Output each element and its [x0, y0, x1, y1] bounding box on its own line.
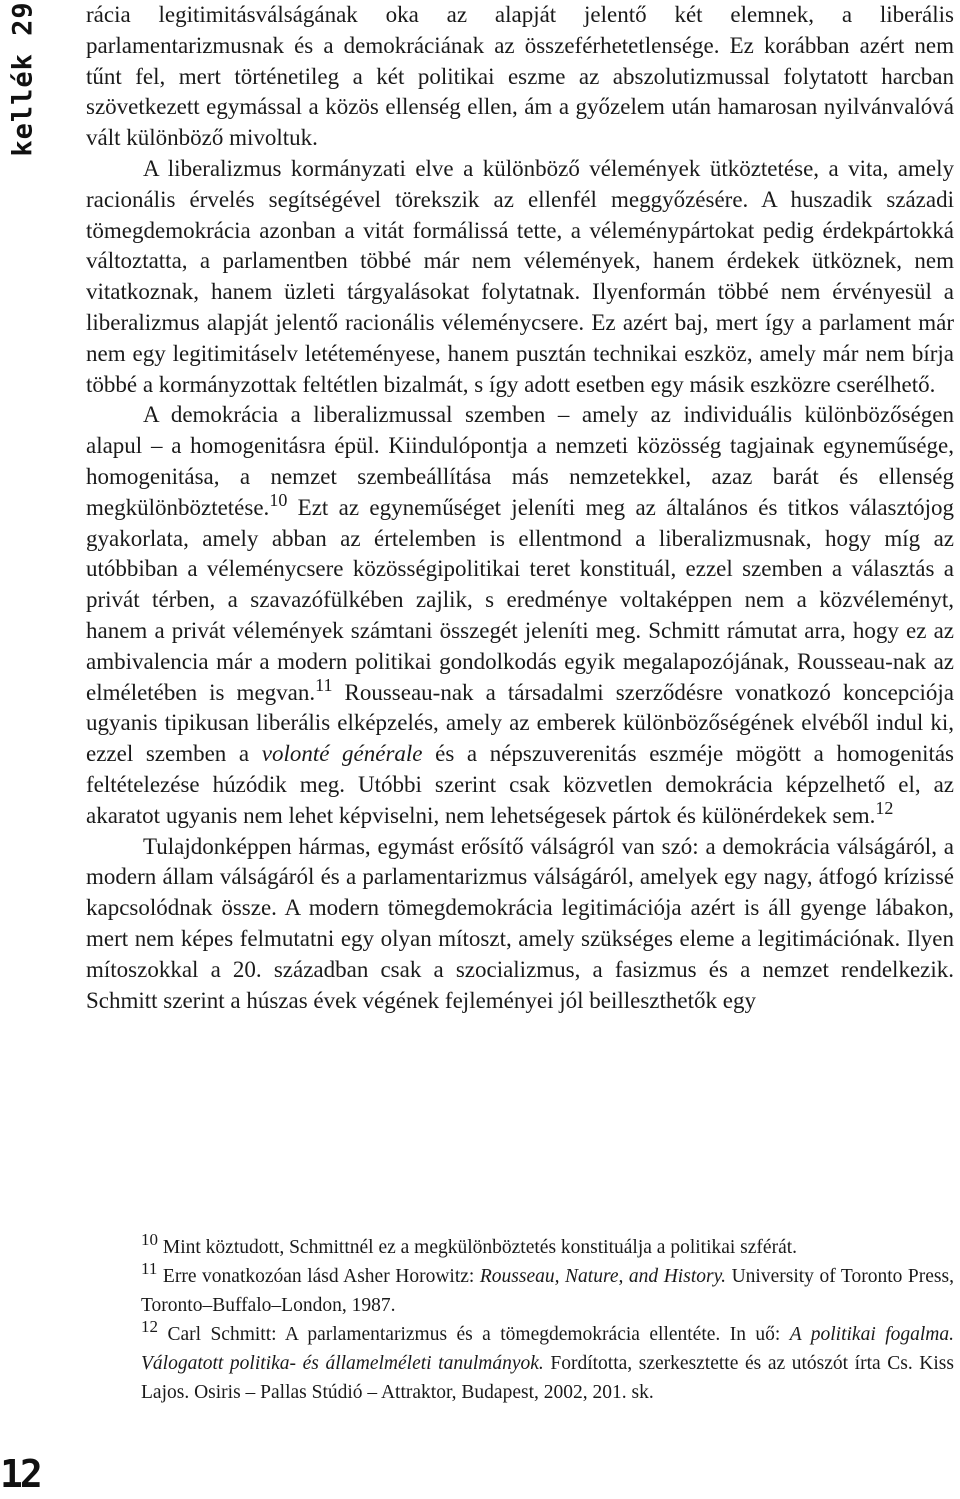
footnote-number: 12 — [141, 1317, 158, 1336]
footnote-number: 11 — [141, 1259, 158, 1278]
footnote-12: $^{12}$ Carl Schmitt: A parlamentarizmus és a tömegdemokrácia ellentéte. In uő: A politikai fogalma. Válogatott politika- és államelméleti tanulmányok. Fordította, szerkesztette és az utószót írta Cs. Kiss Lajos. Osiris – Pallas Stúdió – Attraktor, Budapest, 2002, 201. sk. — [141, 1317, 954, 1403]
footnote-number: 10 — [141, 1230, 158, 1249]
section-label — [0, 1, 46, 157]
footnote-ref-10[interactable]: 10 — [269, 489, 288, 510]
section-label-text: kellék 29 — [7, 1, 39, 157]
footnote-ref-12[interactable]: 12 — [875, 797, 894, 818]
italic-term: volonté générale — [261, 741, 423, 767]
paragraph-2: A liberalizmus kormányzati elve a különböző vélemények ütköztetése, a vita, amely racionális érvelés segítségével törekszik az ellenfél meggyőzésére. A huszadik századi tömegdemokrácia azonban a vitát formálissá tette, a véleménypártokat pedig érdekpártokká változtatta, a parlamentben többé már nem vélemények, hanem érdekek ütköznek, nem vitatkoznak, hanem üzleti tárgyalásokat folytatnak. Ilyenformán többé nem érvényesül a liberalizmus alapját jelentő racionális véleménycsere. Ez azért baj, mert így a parlament már nem egy legitimitáselv letéteményese, hanem pusztán technikai eszköz, amely már nem bírja többé a kormányzottak feltétlen bizalmát, s így adott esetben egy másik eszközre cserélhető. — [86, 155, 954, 397]
paragraph-3: A demokrácia a liberalizmussal szemben – amely az individuális különbözőségen alapul – a homogenitásra épül. Kiindulópontja a nemzeti közösség tagjainak egyneműsége, homogenitása, a nemzet szembeállítása más nemzetekkel, azaz barát és ellenség megkülönböztetése.$^{10}$ Ezt az egyneműséget jeleníti meg az általános és titkos választójog gyakorlata, amely abban az értelemben is ellentmond a liberalizmusnak, hogy míg az utóbbiban a véleménycsere közösségipolitikai teret konstituál, ezzel szemben a választás a privát térben, a szavazófülkében zajlik, s eredménye voltaképpen nem a közvéleményt, hanem a privát vélemények számtani összegét jeleníti meg. Schmitt rámutat arra, hogy ez az ambivalencia már a modern politikai gondolkodás egyik megalapozójának, Rousseau-nak az elméletében is megvan.$^{11}$ Rousseau-nak a társadalmi szerződésre vonatkozó koncepciója ugyanis tipikusan liberális elképzelés, amely az emberek különbözőségének elvéből indul ki, ezzel szemben a volonté générale és a népszuverenitás eszméje mögött a homogenitás feltételezése húzódik meg. Utóbbi szerint csak közvetlen demokrácia képzelhető el, az akaratot ugyanis nem lehet képviselni, nem lehetségesek pártok és különérdekek sem.$^{12}$ — [86, 402, 955, 828]
article-body — [86, 0, 954, 1016]
paragraph-4: Tulajdonképpen hármas, egymást erősítő válságról van szó: a demokrácia válságáról, a modern állam válságáról és a parlamentarizmus válságáról, amelyek egy nagy, átfogó krízissé kapcsolódnak össze. A modern tömegdemokrácia legitimációja azért is áll gyenge lábakon, mert nem képes felmutatni egy olyan mítoszt, amely szükséges eleme a legitimációnak. Ilyen mítoszokkal a 20. században csak a szocializmus, a fasizmus és a nemzet rendelkezik. Schmitt szerint a húszas évek végének fejleményei jól beilleszthetők egy — [86, 833, 954, 1013]
page-number: 12 — [0, 1452, 40, 1496]
footnote-ref-11[interactable]: 11 — [315, 674, 333, 695]
footnote-11: $^{11}$ Erre vonatkozóan lásd Asher Horowitz: Rousseau, Nature, and History. University of Toronto Press, Toronto–Buffalo–London, 1987. — [141, 1259, 954, 1316]
footnote-10: $^{10}$ Mint köztudott, Schmittnél ez a megkülönböztetés konstituálja a politikai szférát. — [141, 1230, 798, 1258]
footnotes — [141, 1230, 954, 1407]
paragraph-1: rácia legitimitásválságának oka az alapját jelentő két elemnek, a liberális parlamentarizmusnak és a demokráciának az összeférhetetlensége. Ez korábban azért nem tűnt fel, mert történetileg a két politikai eszme az abszolutizmussal folytatott harcban szövetkezett egymással a közös ellenség ellen, ám a győzelem után hamarosan nyilvánvalóvá vált különböző mivoltuk. — [86, 2, 954, 151]
